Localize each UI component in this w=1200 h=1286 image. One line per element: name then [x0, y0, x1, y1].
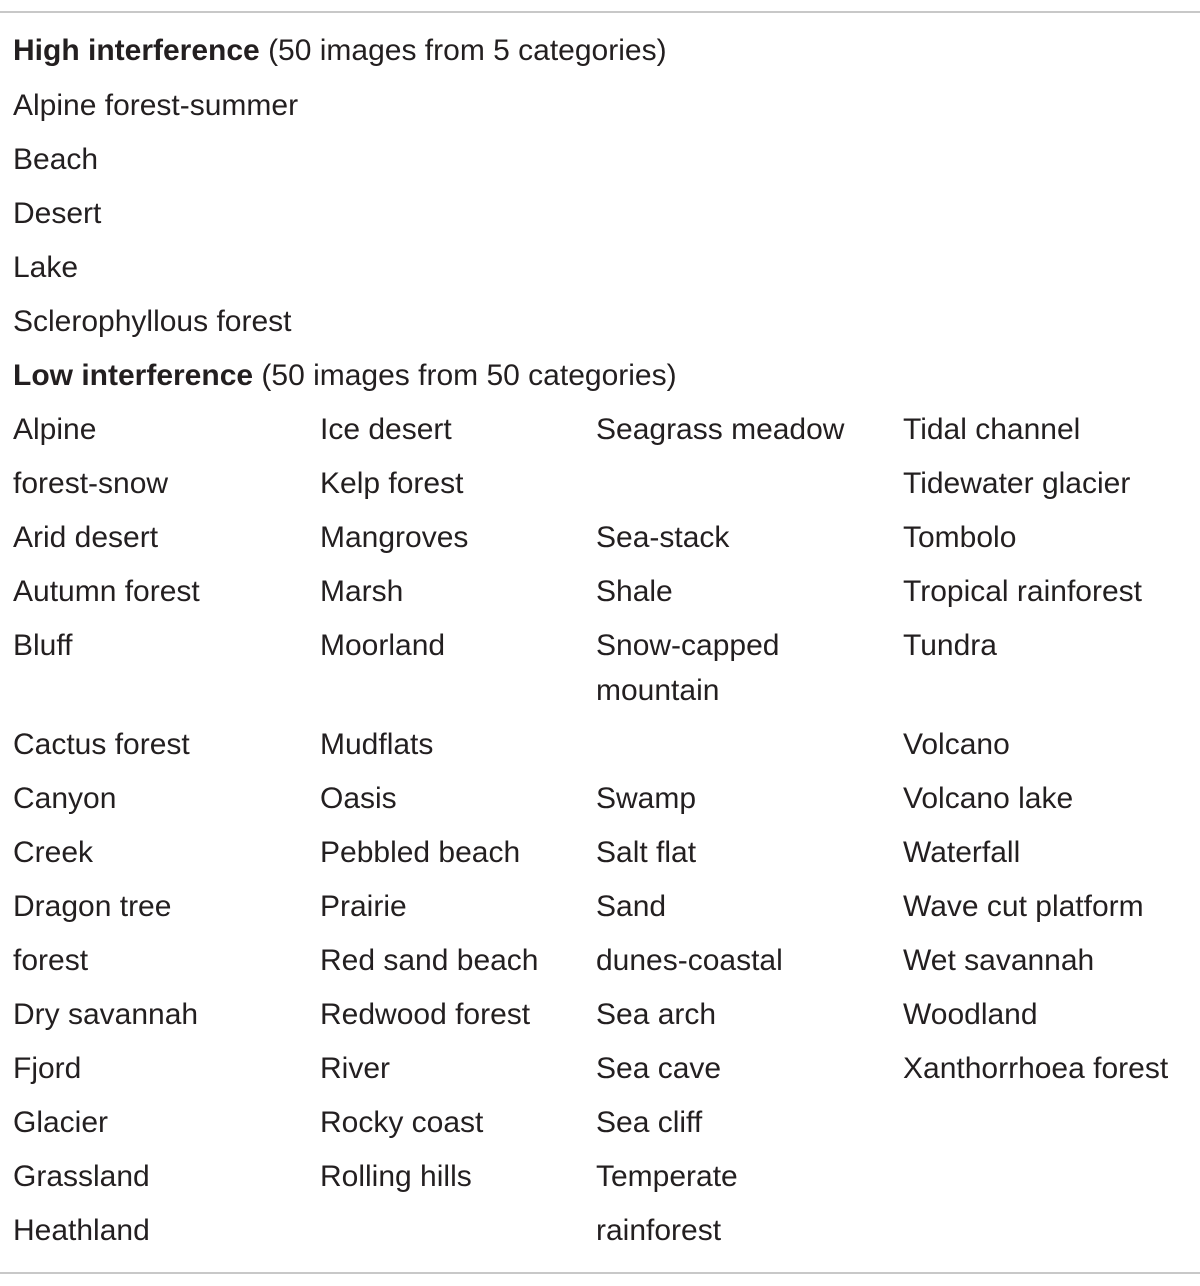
list-item: Volcano lake — [903, 782, 1074, 815]
list-item: Ice desert — [320, 413, 452, 446]
list-item: forest — [13, 944, 89, 977]
list-item: Redwood forest — [320, 998, 531, 1031]
list-item: Bluff — [13, 629, 73, 662]
list-item: Tundra — [903, 629, 997, 662]
list-item: Kelp forest — [320, 467, 464, 500]
table-bottom-rule — [0, 1272, 1200, 1274]
table-top-rule — [0, 11, 1200, 13]
low-heading-bold: Low interference — [13, 359, 254, 392]
list-item: Marsh — [320, 575, 404, 608]
list-item: Tombolo — [903, 521, 1017, 554]
list-item: Sea cave — [596, 1052, 722, 1085]
list-item: Red sand beach — [320, 944, 539, 977]
list-item: Wet savannah — [903, 944, 1095, 977]
list-item: Sclerophyllous forest — [13, 305, 292, 338]
list-item: Prairie — [320, 890, 407, 923]
list-item: Fjord — [13, 1052, 82, 1085]
list-item: Sea arch — [596, 998, 717, 1031]
list-item: Woodland — [903, 998, 1038, 1031]
list-item: Alpine — [13, 413, 97, 446]
list-item: Seagrass meadow — [596, 413, 845, 446]
list-item: Sea cliff — [596, 1106, 703, 1139]
list-item: forest-snow — [13, 467, 169, 500]
list-item: Swamp — [596, 782, 697, 815]
list-item: Dragon tree — [13, 890, 172, 923]
list-item: Shale — [596, 575, 673, 608]
list-item: River — [320, 1052, 391, 1085]
list-item: Temperate — [596, 1160, 738, 1193]
list-item: Arid desert — [13, 521, 159, 554]
low-heading-note: (50 images from 50 categories) — [253, 359, 677, 392]
list-item: Xanthorrhoea forest — [903, 1052, 1169, 1085]
list-item: Wave cut platform — [903, 890, 1144, 923]
list-item: Oasis — [320, 782, 397, 815]
list-item: Creek — [13, 836, 94, 869]
high-heading-bold: High interference — [13, 34, 260, 67]
list-item: Sand — [596, 890, 667, 923]
list-item: Canyon — [13, 782, 117, 815]
list-item: Salt flat — [596, 836, 697, 869]
list-item: Grassland — [13, 1160, 150, 1193]
list-item: Lake — [13, 251, 79, 284]
list-item: Heathland — [13, 1214, 150, 1247]
list-item: Autumn forest — [13, 575, 200, 608]
list-item: Desert — [13, 197, 102, 230]
list-item: Tidewater glacier — [903, 467, 1131, 500]
list-item: Cactus forest — [13, 728, 190, 761]
list-item: Waterfall — [903, 836, 1021, 869]
list-item: mountain — [596, 674, 720, 707]
list-item: dunes-coastal — [596, 944, 783, 977]
list-item: Volcano — [903, 728, 1010, 761]
list-item: Mangroves — [320, 521, 469, 554]
list-item: Tropical rainforest — [903, 575, 1142, 608]
list-item: Snow-capped — [596, 629, 780, 662]
list-item: Glacier — [13, 1106, 109, 1139]
list-item: Mudflats — [320, 728, 434, 761]
list-item: Pebbled beach — [320, 836, 521, 869]
list-item: rainforest — [596, 1214, 722, 1247]
high-interference-heading — [13, 33, 667, 69]
list-item: Sea-stack — [596, 521, 730, 554]
list-item: Rocky coast — [320, 1106, 484, 1139]
list-item: Tidal channel — [903, 413, 1081, 446]
low-interference-heading — [13, 358, 677, 394]
list-item: Moorland — [320, 629, 446, 662]
list-item: Rolling hills — [320, 1160, 472, 1193]
high-heading-note: (50 images from 5 categories) — [259, 34, 667, 67]
list-item: Beach — [13, 143, 99, 176]
list-item: Alpine forest-summer — [13, 89, 299, 122]
list-item: Dry savannah — [13, 998, 199, 1031]
